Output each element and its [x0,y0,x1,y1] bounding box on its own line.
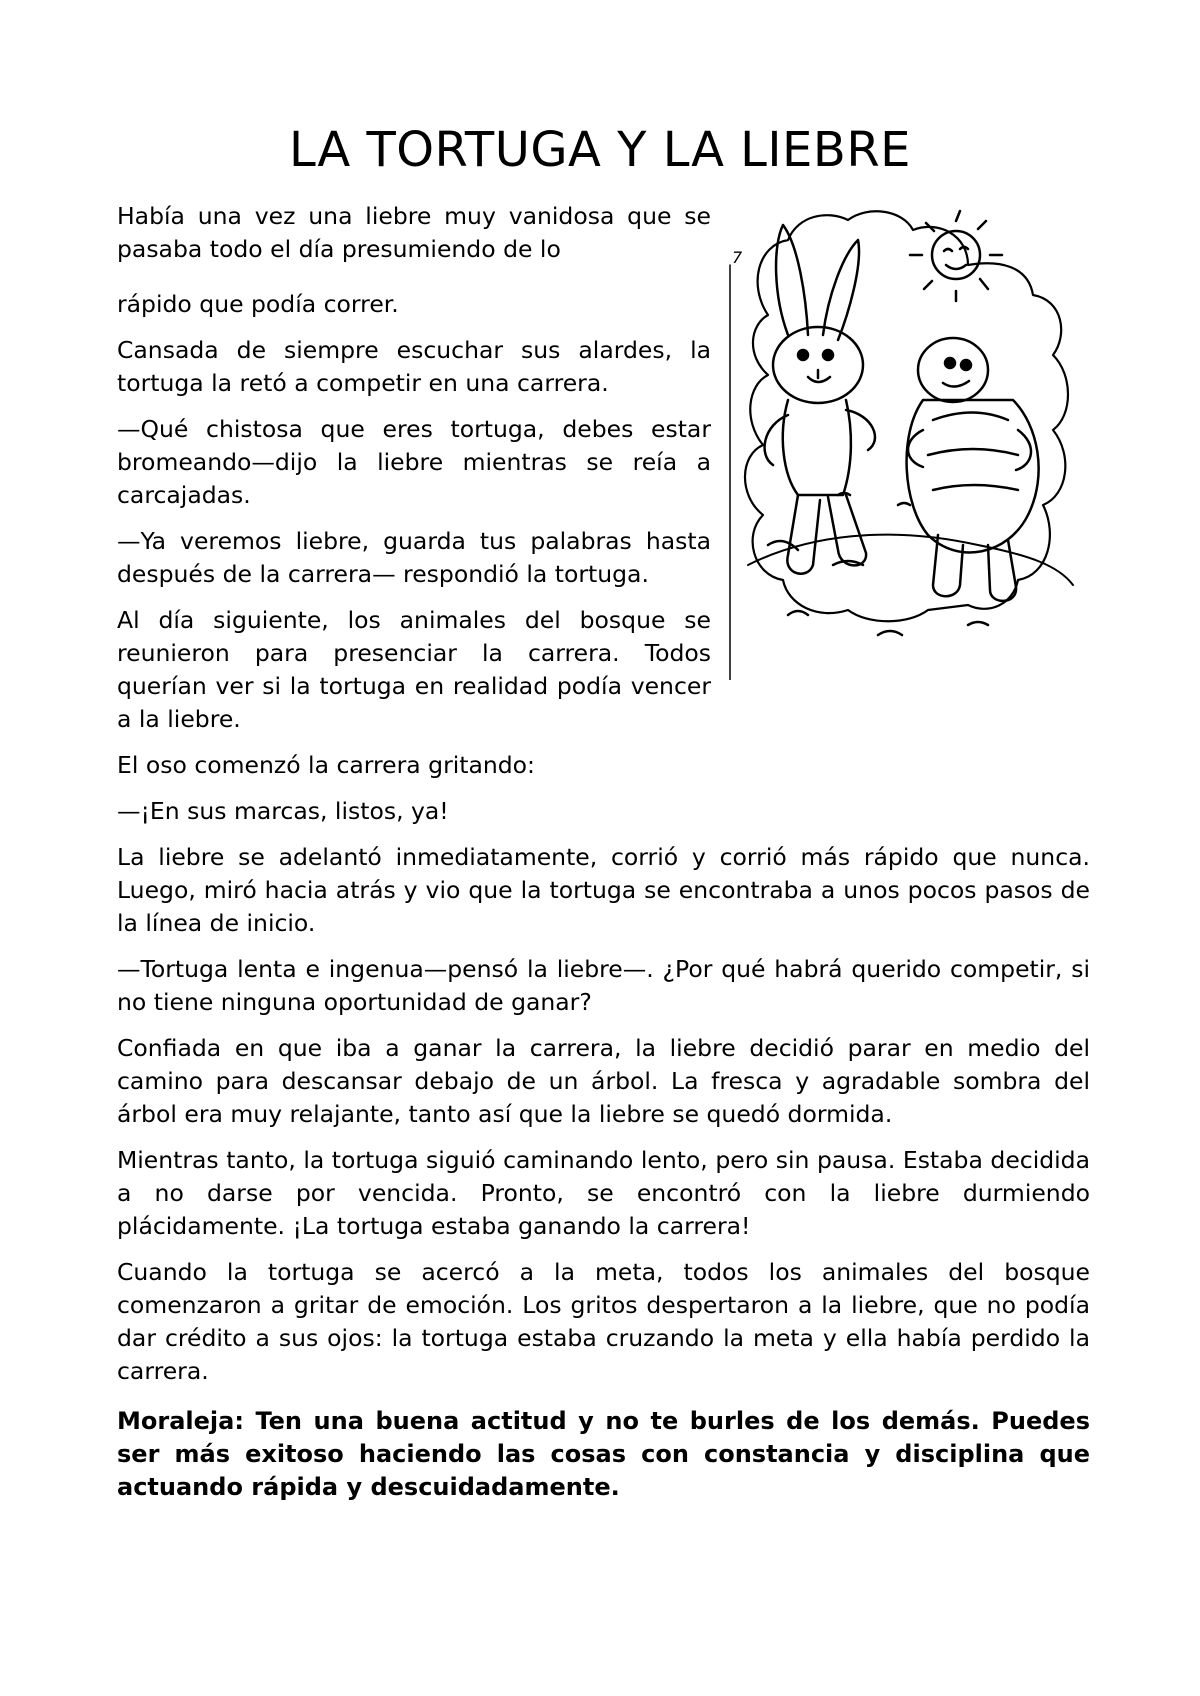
paragraph-13: Cuando la tortuga se acercó a la meta, todos los animales del bosque comenzaron a gritar de emoción. Los gritos despertaron a la liebre, que no podía dar crédito a sus ojos: la tortuga estaba cruzando la meta y ella había perdido la carrera. [117,1258,1090,1385]
paragraph-12: Mientras tanto, la tortuga siguió caminando lento, pero sin pausa. Estaba decidida a no darse por vencida. Pronto, se encontró con la liebre durmiendo plácidamente. ¡La tortuga estaba ganando la carrera! [117,1146,1090,1240]
paragraph-7: El oso comenzó la carrera gritando: [117,751,535,779]
paragraph-4: —Qué chistosa que eres tortuga, debes estar bromeando—dijo la liebre mientras se reía a carcajadas. [117,415,711,509]
illustration-marker: 7 [732,248,743,267]
turtle-figure [907,338,1039,601]
paragraph-2: rápido que podía correr. [117,290,399,318]
paragraph-10: —Tortuga lenta e ingenua—pensó la liebre—. ¿Por qué habrá querido competir, si no tiene ninguna oportunidad de ganar? [117,955,1090,1016]
paragraph-1: Había una vez una liebre muy vanidosa que se pasaba todo el día presumiendo de lo [117,202,711,263]
paragraph-3: Cansada de siempre escuchar sus alardes, la tortuga la retó a competir en una carrera. [117,336,711,397]
paragraph-6: Al día siguiente, los animales del bosque se reunieron para presenciar la carrera. Todos querían ver si la tortuga en realidad podía vencer a la liebre. [117,606,711,733]
sun-icon [910,211,1002,301]
cloud-outline [745,211,1068,621]
paragraph-9: La liebre se adelantó inmediatamente, corrió y corrió más rápido que nunca. Luego, miró hacia atrás y vio que la tortuga se encontraba a unos pocos pasos de la línea de inicio. [117,843,1090,937]
paragraph-11: Confiada en que iba a ganar la carrera, la liebre decidió parar en medio del camino para descansar debajo de un árbol. La fresca y agradable sombra del árbol era muy relajante, tanto así que la liebre se quedó dormida. [117,1034,1090,1128]
paragraph-5: —Ya veremos liebre, guarda tus palabras hasta después de la carrera— respondió la tortuga. [117,527,711,588]
rabbit-and-turtle-illustration [728,205,1088,680]
paragraph-8: —¡En sus marcas, listos, ya! [117,797,449,825]
story-title: LA TORTUGA Y LA LIEBRE [289,122,911,178]
rabbit-figure [765,225,875,574]
moral-text: Moraleja: Ten una buena actitud y no te burles de los demás. Puedes ser más exitoso haciendo las cosas con constancia y disciplina que actuando rápida y descuidadamente. [117,1407,1090,1501]
